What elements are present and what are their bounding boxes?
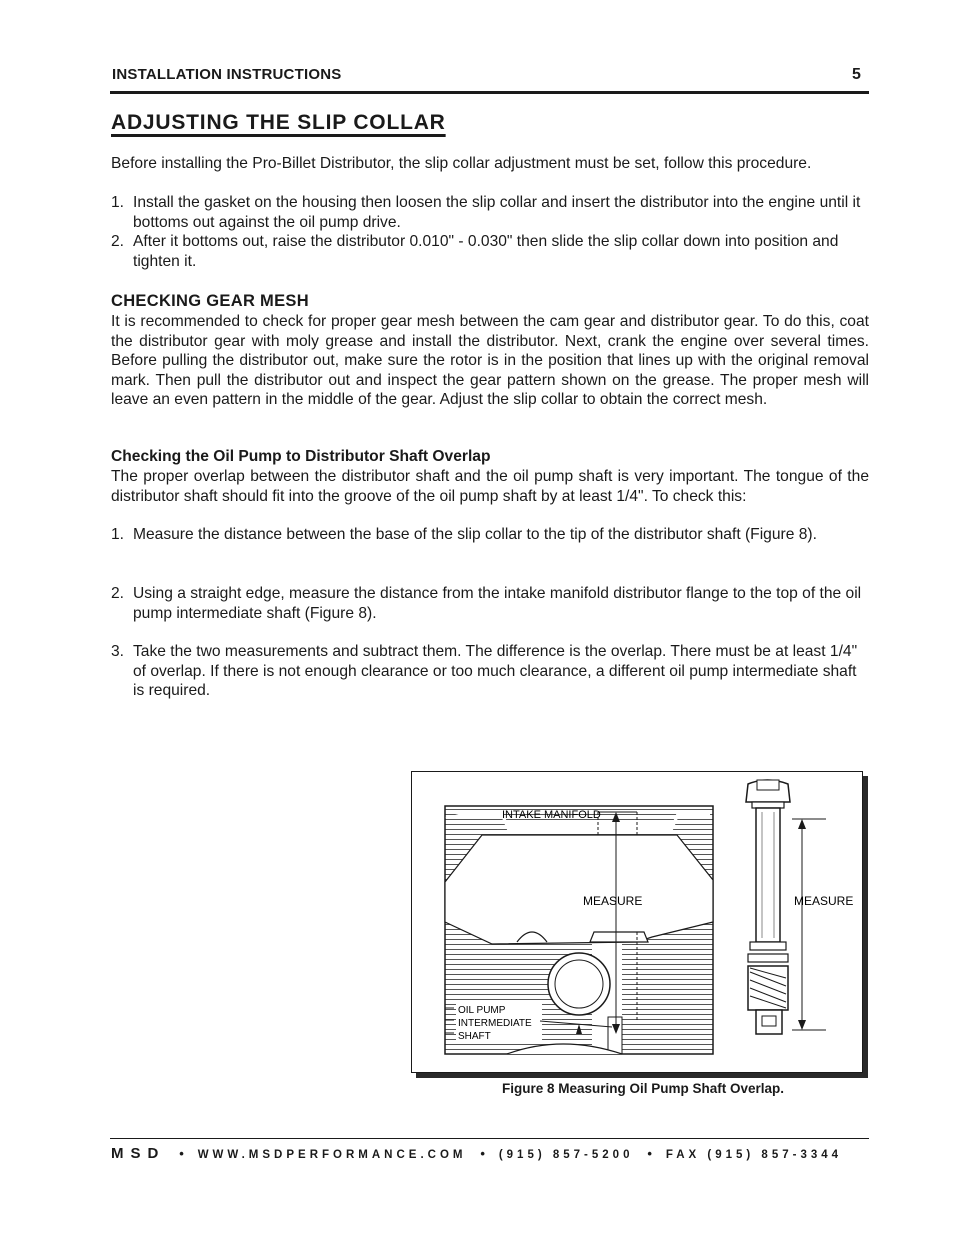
list-item bbox=[111, 525, 869, 545]
list-item bbox=[111, 584, 869, 623]
figure-8 bbox=[411, 771, 863, 1073]
page-number: 5 bbox=[852, 66, 861, 83]
list-item-number: 2. bbox=[111, 585, 125, 602]
footer-separator: • bbox=[179, 1146, 184, 1161]
section-intro: Before installing the Pro-Billet Distributor, the slip collar adjustment must be set, follow this procedure. bbox=[111, 155, 812, 172]
list-item-text: Using a straight edge, measure the distance from the intake manifold distributor flange to the top of the oil pump intermediate shaft (Figure 8). bbox=[133, 585, 862, 622]
list-item-number: 3. bbox=[111, 643, 125, 660]
list-item-text: Measure the distance between the base of the slip collar to the tip of the distributor shaft (Figure 8). bbox=[133, 526, 817, 543]
footer-brand: MSD bbox=[111, 1145, 166, 1162]
footer-divider bbox=[110, 1138, 869, 1139]
list-item-text: Take the two measurements and subtract them. The difference is the overlap. There must be at least 1/4" of overlap. If there is not enough clearance or too much clearance, a different oil pump intermediate shaft is required. bbox=[133, 643, 858, 699]
footer-phone: (915) 857-5200 bbox=[498, 1149, 634, 1161]
oil-pump-label-3: SHAFT bbox=[458, 1031, 491, 1042]
engine-cross-section bbox=[445, 806, 713, 1054]
overlap-intro: The proper overlap between the distributor shaft and the oil pump shaft is very important. The tongue of the distributor shaft should fit into the groove of the oil pump shaft by at least 1/4". To check this: bbox=[111, 468, 869, 505]
footer-url[interactable]: WWW.MSDPERFORMANCE.COM bbox=[197, 1149, 467, 1161]
measure-label-left: MEASURE bbox=[583, 894, 643, 908]
figure-caption: Figure 8 Measuring Oil Pump Shaft Overlap. bbox=[502, 1081, 785, 1096]
list-item-text: After it bottoms out, raise the distributor 0.010" - 0.030" then slide the slip collar down into position and tighten it. bbox=[133, 233, 839, 270]
overlap-title: Checking the Oil Pump to Distributor Shaft Overlap bbox=[111, 448, 491, 465]
list-item bbox=[111, 193, 869, 232]
section-title: ADJUSTING THE SLIP COLLAR bbox=[111, 111, 446, 134]
list-item-number: 1. bbox=[111, 194, 125, 211]
header-divider bbox=[110, 91, 869, 94]
figure-illustration bbox=[412, 772, 861, 1071]
oil-pump-label-1: OIL PUMP bbox=[458, 1005, 506, 1016]
footer bbox=[111, 1145, 842, 1162]
measure-label-right: MEASURE bbox=[794, 894, 854, 908]
footer-separator: • bbox=[480, 1146, 485, 1161]
list-item-number: 2. bbox=[111, 233, 125, 250]
footer-separator: • bbox=[647, 1146, 652, 1161]
header-title: INSTALLATION INSTRUCTIONS bbox=[112, 66, 342, 83]
footer-fax: FAX (915) 857-3344 bbox=[665, 1149, 843, 1161]
list-item-number: 1. bbox=[111, 526, 125, 543]
oil-pump-label-2: INTERMEDIATE bbox=[458, 1018, 532, 1029]
list-item bbox=[111, 232, 869, 271]
gear-mesh-text: It is recommended to check for proper gear mesh between the cam gear and distributor gear. To do this, coat the distributor gear with moly grease and install the distributor. Next, crank the engine over several times. Before pulling the distributor out, make sure the rotor is in the position that lines up with the original removal mark. Then pull the distributor out and inspect the gear pattern shown on the grease. The proper mesh will leave an even pattern in the middle of the gear. Adjust the slip collar to obtain the correct mesh. bbox=[111, 313, 869, 408]
list-item-text: Install the gasket on the housing then loosen the slip collar and insert the distributor into the engine until it bottoms out against the oil pump drive. bbox=[133, 194, 861, 231]
list-item bbox=[111, 642, 869, 701]
gear-mesh-title: CHECKING GEAR MESH bbox=[111, 292, 309, 310]
intake-manifold-label: INTAKE MANIFOLD bbox=[502, 809, 601, 821]
